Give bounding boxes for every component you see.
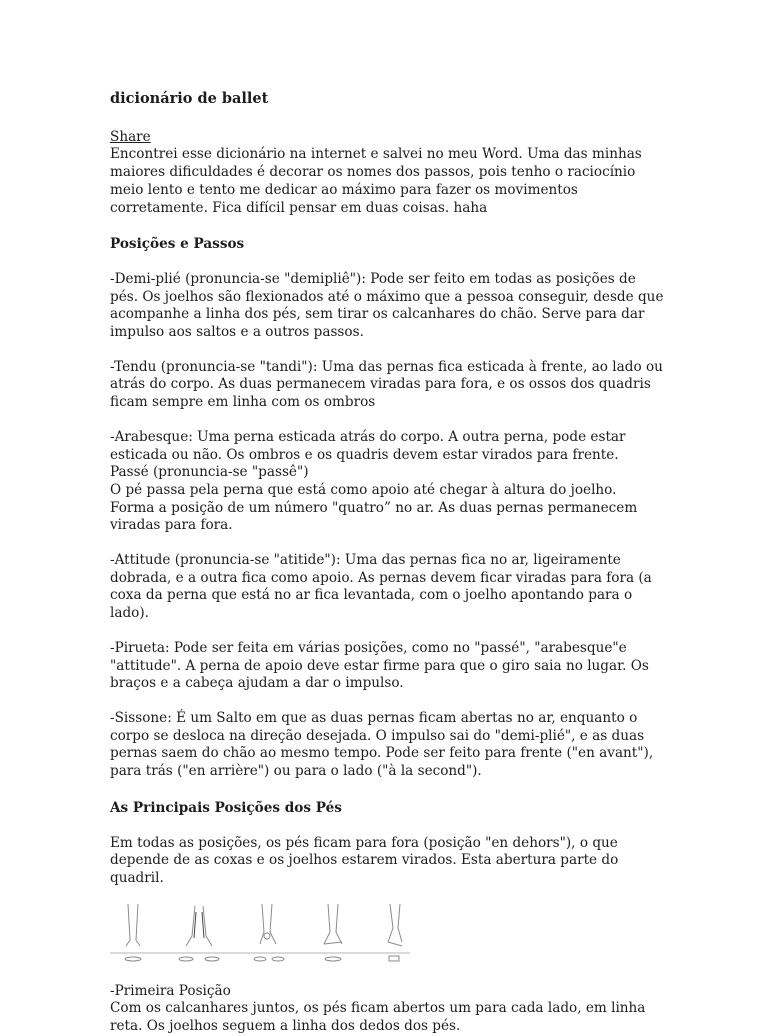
passe-title: Passé (pronuncia-se "passê"): [110, 464, 309, 481]
page-title: dicionário de ballet: [110, 90, 269, 107]
arabesque-paragraph: -Arabesque: Uma perna esticada atrás do corpo. A outra perna, pode estar esticada ou não. Os ombros e os quadris devem estar virados para frente.: [110, 428, 626, 463]
share-link[interactable]: Share: [110, 128, 151, 145]
first-position-paragraph: Com os calcanhares juntos, os pés ficam abertos um para cada lado, em linha reta. Os joelhos seguem a linha dos dedos dos pés.: [110, 1000, 646, 1035]
positions-intro-paragraph: Em todas as posições, os pés ficam para fora (posição "en dehors"), o que depende de as coxas e os joelhos estarem virados. Esta abertura parte do quadril.: [110, 834, 619, 886]
fourth-position-figure: [324, 904, 342, 961]
document-body: [110, 90, 665, 1036]
tendu-paragraph: -Tendu (pronuncia-se "tandi"): Uma das pernas fica esticada à frente, ao lado ou atrás do corpo. As duas permanecem viradas para fora, e os ossos dos quadris ficam sempre em linha com os ombros: [110, 358, 663, 411]
section-heading-feet-positions: As Principais Posições dos Pés: [110, 799, 342, 816]
feet-positions-illustration: [110, 902, 410, 966]
feet-positions-sketch: [110, 902, 410, 966]
passe-paragraph: O pé passa pela perna que está como apoio até chegar à altura do joelho. Forma a posição de um número "quatro” no ar. As duas pernas permanecem viradas para fora.: [110, 481, 638, 534]
pirueta-paragraph: -Pirueta: Pode ser feita em várias posições, como no "passé", "arabesque"e "attitude". A perna de apoio deve estar firme para que o giro saia no lugar. Os braços e a cabeça ajudam a dar o impulso.: [110, 639, 649, 692]
demi-plie-paragraph: -Demi-plié (pronuncia-se "demipliê"): Pode ser feito em todas as posições de pés. Os joelhos são flexionados até o máximo que a pessoa conseguir, desde que acompanhe a linha dos pés, sem tirar os calcanhares do chão. Serve para dar impulso aos saltos e a outros passos.: [110, 270, 664, 341]
intro-paragraph: Encontrei esse dicionário na internet e salvei no meu Word. Uma das minhas maiores dificuldades é decorar os nomes dos passos, pois tenho o raciocínio meio lento e tento me dedicar ao máximo para fazer os movimentos corretamente. Fica difícil pensar em duas coisas. haha: [110, 146, 642, 216]
sissone-paragraph: -Sissone: É um Salto em que as duas pernas ficam abertas no ar, enquanto o corpo se desloca na direção desejada. O impulso sai do "demi-plié", e as duas pernas saem do chão ao mesmo tempo. Pode ser feito para frente ("en avant"), para trás ("en arrière") ou para o lado ("à la second").: [110, 709, 654, 780]
third-position-figure: [254, 904, 284, 961]
first-position-title: -Primeira Posição: [110, 982, 231, 999]
first-position-figure: [125, 904, 141, 961]
fifth-position-figure: [388, 904, 402, 961]
section-heading-positions-steps: Posições e Passos: [110, 236, 245, 253]
attitude-paragraph: -Attitude (pronuncia-se "atitide"): Uma das pernas fica no ar, ligeiramente dobrada, e a outra fica como apoio. As pernas devem ficar viradas para fora (a coxa da perna que está no ar fica levantada, com o joelho apontando para o lado).: [110, 552, 652, 622]
